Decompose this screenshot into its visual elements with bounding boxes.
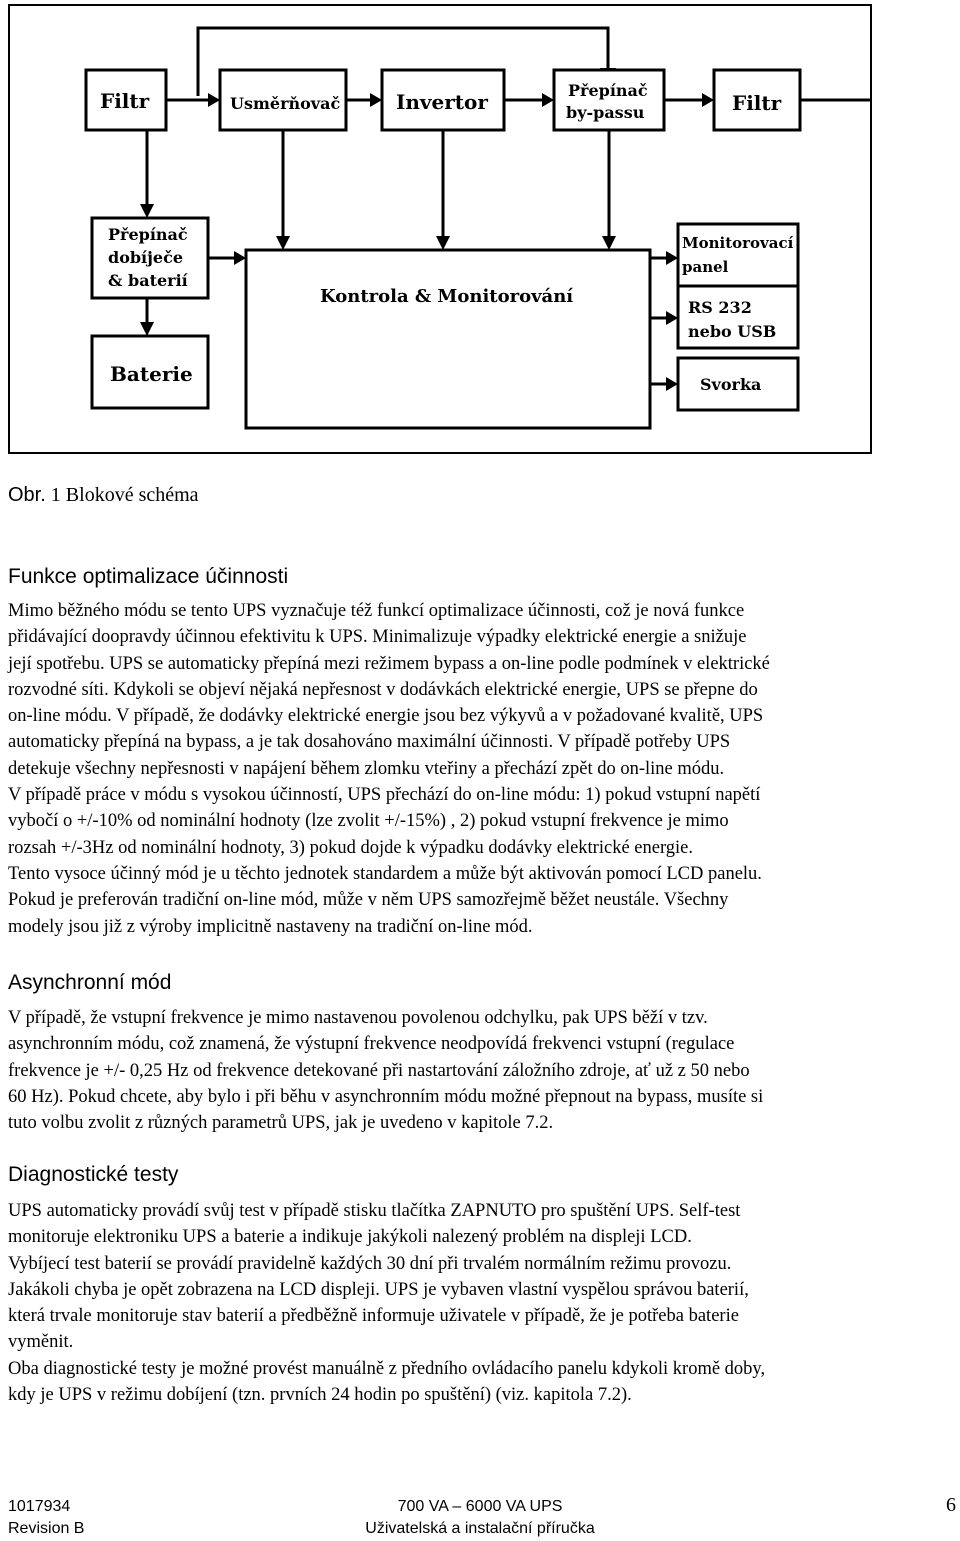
heading-asynchronni-mod: Asynchronní mód bbox=[8, 971, 172, 994]
label-prepinac-bypass-2: by-passu bbox=[566, 103, 645, 122]
arrow-kontrola-svorka bbox=[666, 377, 678, 391]
label-invertor: Invertor bbox=[396, 90, 488, 114]
arrow-inv-bypass bbox=[542, 93, 554, 107]
footer-page-number: 6 bbox=[946, 1494, 956, 1516]
text-line: kdy je UPS v režimu dobíjení (tzn. prvních 24 hodin po spuštění) (viz. kapitola 7.2). bbox=[8, 1385, 632, 1406]
arrow-prepinac-baterie bbox=[140, 322, 154, 336]
text-line: UPS automaticky provádí svůj test v případě stisku tlačítka ZAPNUTO pro spuštění UPS. Self-test bbox=[8, 1201, 741, 1221]
text-line: asynchronním módu, což znamená, že výstupní frekvence neodpovídá frekvenci vstupní (regulace bbox=[8, 1034, 735, 1055]
text-line: Oba diagnostické testy je možné provést manuálně z předního ovládacího panelu kdykoli kromě doby, bbox=[8, 1358, 766, 1379]
arrow-filtr-prepinac bbox=[140, 204, 154, 218]
label-baterie: Baterie bbox=[110, 362, 193, 386]
text-line: modely jsou již z výroby implicitně nastaveny na tradiční on-line mód. bbox=[8, 916, 533, 937]
text-line: její spotřebu. UPS se automaticky přepíná mezi režimem bypass a on-line podle podmínek v elektrické bbox=[8, 653, 770, 674]
label-prepinac-dobijece-3: & baterií bbox=[108, 271, 188, 290]
label-prepinac-bypass-1: Přepínač bbox=[568, 81, 648, 100]
text-line: přidávající doopravdy účinnou efektivitu k UPS. Minimalizuje výpadky elektrické energie a snižuje bbox=[8, 627, 747, 648]
footer-product: 700 VA – 6000 VA UPS bbox=[397, 1498, 563, 1515]
text-line: on-line módu. V případě, že dodávky elektrické energie jsou bez výkyvů a v požadované kvalitě, UPS bbox=[8, 706, 764, 727]
text-line: rozsah +/-3Hz od nominální hodnoty, 3) pokud dojde k výpadku dodávky elektrické energie. bbox=[8, 837, 694, 858]
text-line: Jakákoli chyba je opět zobrazena na LCD displeji. UPS je vybaven vlastní vyspělou správou baterií, bbox=[8, 1279, 749, 1300]
footer-revision: Revision B bbox=[8, 1520, 85, 1537]
label-monitorovaci-2: panel bbox=[682, 258, 729, 276]
label-rs232-2: nebo USB bbox=[688, 322, 777, 341]
figure-caption bbox=[8, 484, 199, 507]
text-line: V případě práce v módu s vysokou účinností, UPS přechází do on-line módu: 1) pokud vstupní napětí bbox=[8, 785, 761, 806]
label-prepinac-dobijece-1: Přepínač bbox=[108, 225, 188, 244]
text-line: vyměnit. bbox=[8, 1332, 74, 1353]
heading-diagnosticke-testy: Diagnostické testy bbox=[8, 1163, 179, 1186]
label-filtr-in: Filtr bbox=[100, 89, 150, 113]
label-kontrola: Kontrola & Monitorování bbox=[320, 286, 574, 307]
text-line: frekvence je +/- 0,25 Hz od frekvence detekované při nastartování záložního zdroje, ať už z 50 nebo bbox=[8, 1060, 750, 1081]
text-line: rozvodné síti. Kdykoli se objeví nějaká nepřesnost v dodávkách elektrické energie, UPS se přepne do bbox=[8, 679, 758, 700]
caption-obr: Obr. bbox=[8, 484, 46, 506]
arrow-filtr-usm bbox=[208, 93, 220, 107]
text-line: tuto volbu zvolit z různých parametrů UPS, jak je uvedeno v kapitole 7.2. bbox=[8, 1113, 554, 1134]
footer-manual: Uživatelská a instalační příručka bbox=[365, 1520, 595, 1537]
footer-doc-number: 1017934 bbox=[8, 1498, 71, 1515]
text-line: Mimo běžného módu se tento UPS vyznačuje též funkcí optimalizace účinnosti, což je nová funkce bbox=[8, 601, 745, 621]
block-diagram-svg bbox=[10, 6, 870, 452]
paragraph-optimalizace bbox=[8, 598, 958, 940]
text-line: Pokud je preferován tradiční on-line mód, může v něm UPS samozřejmě běžet neustále. Všechny bbox=[8, 890, 729, 911]
text-line: V případě, že vstupní frekvence je mimo nastavenou povolenou odchylku, pak UPS běží v tzv. bbox=[8, 1008, 708, 1028]
heading-funkce-optimalizace: Funkce optimalizace účinnosti bbox=[8, 565, 289, 588]
arrow-usm-kontrola bbox=[276, 236, 290, 250]
arrow-bypass-filtr bbox=[702, 93, 714, 107]
text-line: vybočí o +/-10% od nominální hodnoty (lze zvolit +/-15%) , 2) pokud vstupní frekvence je mimo bbox=[8, 811, 729, 832]
caption-text: 1 Blokové schéma bbox=[45, 484, 199, 506]
footer-left bbox=[8, 1496, 84, 1540]
footer-center bbox=[360, 1496, 600, 1540]
text-line: která trvale monitoruje stav baterií a předběžně informuje uživatele v případě, že je potřeba baterie bbox=[8, 1306, 739, 1327]
paragraph-asynchronni bbox=[8, 1005, 958, 1136]
arrow-usm-inv bbox=[370, 93, 382, 107]
label-prepinac-dobijece-2: dobíječe bbox=[108, 248, 184, 267]
arrow-inv-kontrola bbox=[436, 236, 450, 250]
text-line: Tento vysoce účinný mód je u těchto jednotek standardem a může být aktivován pomocí LCD panelu. bbox=[8, 863, 762, 884]
box-kontrola bbox=[246, 250, 650, 428]
text-line: 60 Hz). Pokud chcete, aby bylo i při běhu v asynchronním módu možné přepnout na bypass, musíte si bbox=[8, 1086, 764, 1107]
label-filtr-out: Filtr bbox=[732, 91, 782, 115]
arrow-bypass-kontrola bbox=[602, 236, 616, 250]
label-rs232-1: RS 232 bbox=[688, 298, 752, 317]
text-line: monitoruje elektroniku UPS a baterie a indikuje jakýkoli nalezený problém na displeji LCD. bbox=[8, 1227, 692, 1248]
arrow-kontrola-rs232 bbox=[666, 311, 678, 325]
paragraph-diagnostika bbox=[8, 1198, 958, 1408]
arrow-kontrola-monitor bbox=[666, 251, 678, 265]
text-line: detekuje všechny nepřesnosti v napájení během zlomku vteřiny a přechází zpět do on-line módu. bbox=[8, 758, 725, 779]
label-usmernovac: Usměrňovač bbox=[230, 94, 341, 113]
text-line: Vybíjecí test baterií se provádí pravidelně každých 30 dní při trvalém normálním režimu provozu. bbox=[8, 1253, 732, 1274]
text-line: automaticky přepíná na bypass, a je tak dosahováno maximální účinnosti. V případě potřeby UPS bbox=[8, 732, 731, 753]
label-monitorovaci-1: Monitorovací bbox=[682, 234, 794, 252]
block-diagram bbox=[8, 4, 872, 454]
arrow-prepinac-kontrola bbox=[234, 251, 246, 265]
label-svorka: Svorka bbox=[700, 375, 762, 394]
